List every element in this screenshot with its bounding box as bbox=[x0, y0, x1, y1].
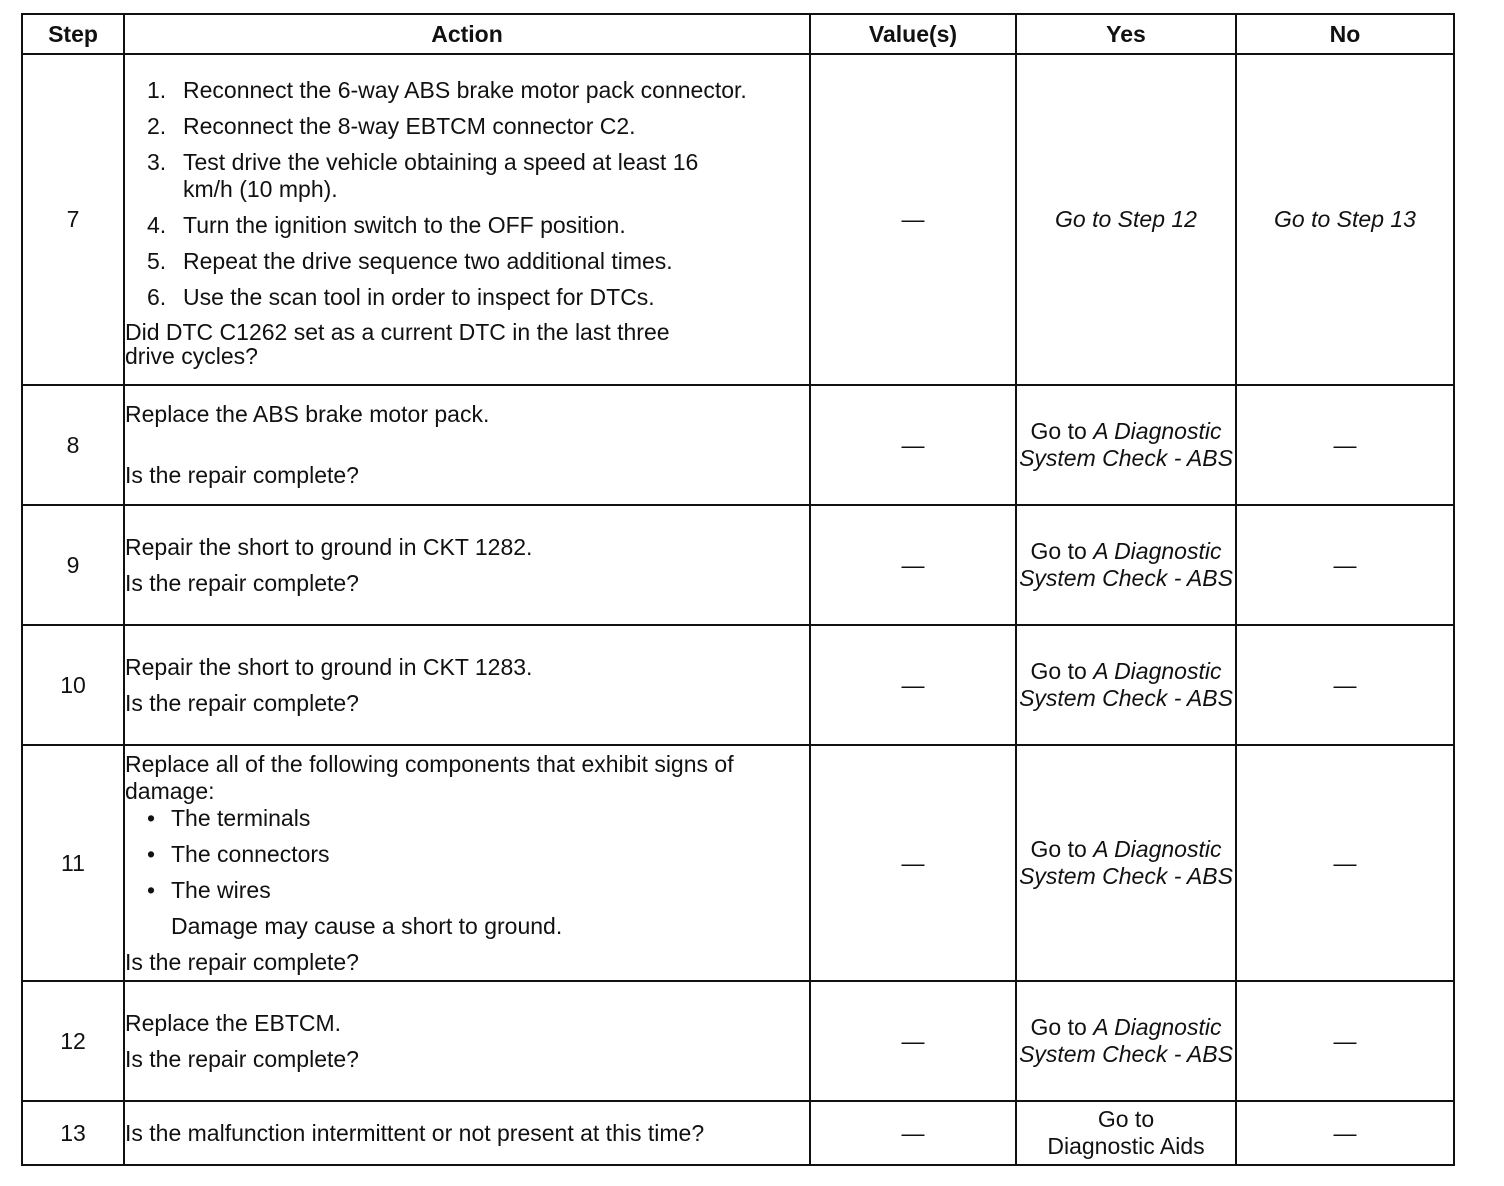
table-row-step-13 bbox=[22, 1101, 1454, 1165]
table-row-step-12 bbox=[22, 981, 1454, 1101]
action-question: Did DTC C1262 set as a current DTC in the last three drive cycles? bbox=[125, 319, 670, 369]
diagnostic-table bbox=[21, 13, 1455, 1166]
action-cell bbox=[124, 625, 810, 745]
yes-prefix: Go to bbox=[1097, 1105, 1155, 1132]
yes-cell bbox=[1016, 981, 1236, 1101]
no-cell: — bbox=[1236, 981, 1454, 1101]
list-item: • The terminals bbox=[147, 804, 311, 831]
yes-prefix: Go to bbox=[1030, 537, 1087, 564]
action-text: Replace the ABS brake motor pack. bbox=[125, 401, 490, 427]
table-row-step-9 bbox=[22, 505, 1454, 625]
yes-cell bbox=[1016, 745, 1236, 981]
step-number: 13 bbox=[22, 1101, 124, 1165]
step-number: 8 bbox=[22, 385, 124, 505]
action-question: Is the repair complete? bbox=[125, 462, 359, 488]
yes-link: A Diagnostic System Check - ABS bbox=[1019, 657, 1233, 711]
component-bullet-list bbox=[125, 805, 809, 904]
no-cell: — bbox=[1236, 625, 1454, 745]
yes-link: A Diagnostic System Check - ABS bbox=[1019, 1013, 1233, 1067]
yes-prefix: Go to bbox=[1030, 417, 1087, 444]
action-question: Is the malfunction intermittent or not present at this time? bbox=[125, 1119, 705, 1146]
header-action: Action bbox=[124, 14, 810, 54]
list-item: 6. Use the scan tool in order to inspect for DTCs. bbox=[147, 284, 655, 310]
action-cell bbox=[124, 745, 810, 981]
action-text: Replace the EBTCM. bbox=[125, 1009, 342, 1036]
action-question: Is the repair complete? bbox=[125, 948, 359, 975]
action-cell bbox=[124, 981, 810, 1101]
header-values: Value(s) bbox=[810, 14, 1016, 54]
step-number: 9 bbox=[22, 505, 124, 625]
yes-link: A Diagnostic System Check - ABS bbox=[1019, 537, 1233, 591]
list-item: • The connectors bbox=[147, 840, 330, 867]
action-text: Replace all of the following components that exhibit signs of damage: bbox=[125, 750, 734, 804]
list-item: 4. Turn the ignition switch to the OFF position. bbox=[147, 212, 626, 238]
no-cell: Go to Step 13 bbox=[1236, 54, 1454, 385]
list-item: 1. Reconnect the 6-way ABS brake motor pack connector. bbox=[147, 77, 747, 103]
no-cell: — bbox=[1236, 385, 1454, 505]
yes-target: Diagnostic Aids bbox=[1047, 1133, 1205, 1159]
table-header-row bbox=[22, 14, 1454, 54]
list-item: 2. Reconnect the 8-way EBTCM connector C2. bbox=[147, 113, 636, 139]
value-cell: — bbox=[810, 385, 1016, 505]
yes-cell: Go to Step 12 bbox=[1016, 54, 1236, 385]
no-cell: — bbox=[1236, 745, 1454, 981]
value-cell: — bbox=[810, 1101, 1016, 1165]
table-row-step-10 bbox=[22, 625, 1454, 745]
step-number: 12 bbox=[22, 981, 124, 1101]
table-row-step-8 bbox=[22, 385, 1454, 505]
yes-link: A Diagnostic System Check - ABS bbox=[1019, 417, 1233, 471]
list-item: 5. Repeat the drive sequence two additional times. bbox=[147, 248, 673, 274]
yes-cell bbox=[1016, 505, 1236, 625]
action-cell bbox=[124, 505, 810, 625]
action-text: Repair the short to ground in CKT 1282. bbox=[125, 533, 533, 560]
action-question: Is the repair complete? bbox=[125, 1045, 359, 1072]
value-cell: — bbox=[810, 505, 1016, 625]
yes-prefix: Go to bbox=[1030, 657, 1087, 684]
no-cell: — bbox=[1236, 1101, 1454, 1165]
step-number: 7 bbox=[22, 54, 124, 385]
header-no: No bbox=[1236, 14, 1454, 54]
yes-link: A Diagnostic System Check - ABS bbox=[1019, 835, 1233, 889]
action-question: Is the repair complete? bbox=[125, 569, 359, 596]
no-cell: — bbox=[1236, 505, 1454, 625]
value-cell: — bbox=[810, 625, 1016, 745]
list-item: • The wires bbox=[147, 876, 271, 903]
value-cell: — bbox=[810, 981, 1016, 1101]
table-row-step-11 bbox=[22, 745, 1454, 981]
yes-cell bbox=[1016, 625, 1236, 745]
value-cell: — bbox=[810, 745, 1016, 981]
step-number: 10 bbox=[22, 625, 124, 745]
action-question: Is the repair complete? bbox=[125, 689, 359, 716]
action-cell bbox=[124, 1101, 810, 1165]
table-row-step-7 bbox=[22, 54, 1454, 385]
action-note: Damage may cause a short to ground. bbox=[171, 912, 563, 939]
header-yes: Yes bbox=[1016, 14, 1236, 54]
header-step: Step bbox=[22, 14, 124, 54]
value-cell: — bbox=[810, 54, 1016, 385]
yes-prefix: Go to bbox=[1030, 1013, 1087, 1040]
yes-prefix: Go to bbox=[1030, 835, 1087, 862]
action-cell bbox=[124, 54, 810, 385]
yes-cell bbox=[1016, 1101, 1236, 1165]
list-item: 3. Test drive the vehicle obtaining a speed at least 16 km/h (10 mph). bbox=[147, 149, 699, 202]
step-number: 11 bbox=[22, 745, 124, 981]
action-steps-list bbox=[125, 77, 809, 311]
action-text: Repair the short to ground in CKT 1283. bbox=[125, 653, 533, 680]
yes-cell bbox=[1016, 385, 1236, 505]
action-cell bbox=[124, 385, 810, 505]
